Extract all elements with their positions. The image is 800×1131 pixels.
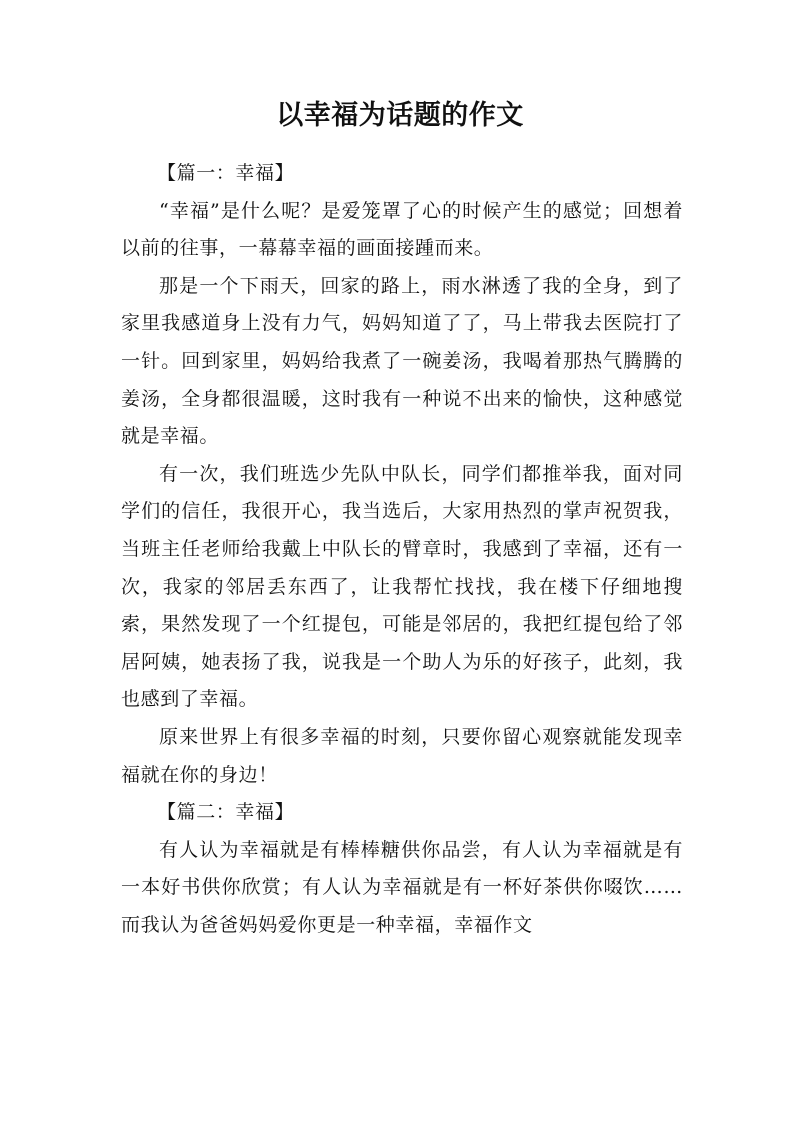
paragraph: 有一次，我们班选少先队中队长，同学们都推举我，面对同学们的信任，我很开心，我当选后，大家用热烈的掌声祝贺我，当班主任老师给我戴上中队长的臂章时，我感到了幸福，还有一次，我家的邻居丢东西了，让我帮忙找找，我在楼下仔细地搜索，果然发现了一个红提包，可能是邻居的，我把红提包给了邻居阿姨，她表扬了我，说我是一个助人为乐的好孩子，此刻，我也感到了幸福。: [121, 462, 683, 711]
paragraph: 那是一个下雨天，回家的路上，雨水淋透了我的全身，到了家里我感道身上没有力气，妈妈知道了了，马上带我去医院打了一针。回到家里，妈妈给我煮了一碗姜汤，我喝着那热气腾腾的姜汤，全身都很温暖，这时我有一种说不出来的愉快，这种感觉就是幸福。: [121, 274, 683, 448]
paragraph: “幸福”是什么呢？是爱笼罩了心的时候产生的感觉；回想着以前的往事，一幕幕幸福的画面接踵而来。: [121, 199, 683, 260]
document-body: [121, 155, 683, 944]
section-heading-1: 【篇一：幸福】: [157, 162, 295, 184]
paragraph: 有人认为幸福就是有棒棒糖供你品尝，有人认为幸福就是有一本好书供你欣赏；有人认为幸福就是有一杯好茶供你啜饮……而我认为爸爸妈妈爱你更是一种幸福，幸福作文: [121, 838, 683, 936]
paragraph: 原来世界上有很多幸福的时刻，只要你留心观察就能发现幸福就在你的身边！: [121, 725, 683, 786]
section-heading-2: 【篇二：幸福】: [157, 801, 295, 824]
document-title: 以幸福为话题的作文: [276, 100, 524, 131]
